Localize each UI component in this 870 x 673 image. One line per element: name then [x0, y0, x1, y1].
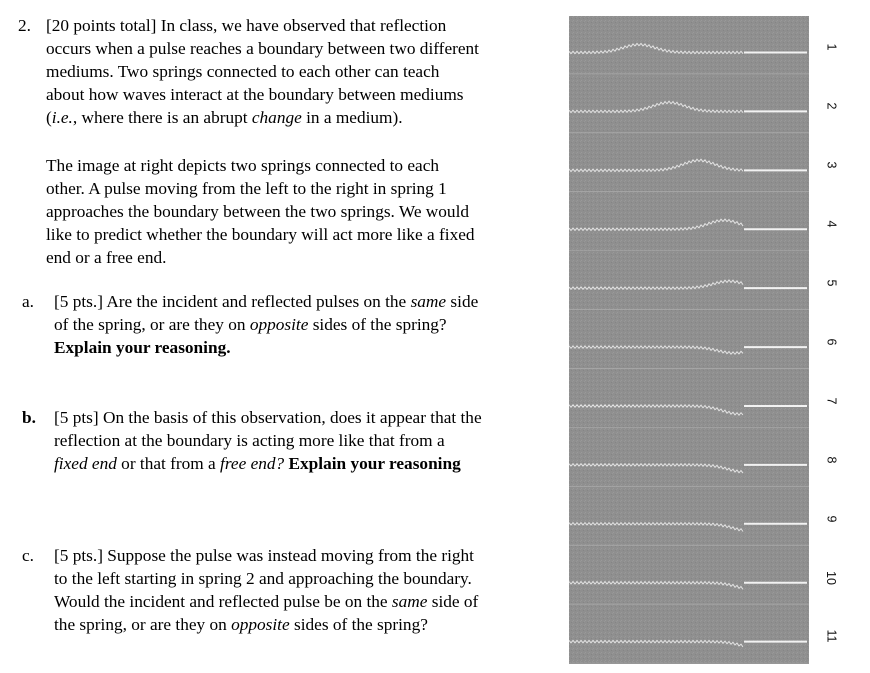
part-b-line-1: [5 pts] On the basis of this observation, does it appear that the [54, 408, 482, 427]
frame-number: 1 [823, 43, 838, 51]
question-intro [18, 14, 558, 269]
frame-number: 10 [824, 570, 838, 585]
question-2 [18, 14, 558, 269]
part-b-line-2: reflection at the boundary is acting more like that from a [54, 431, 445, 450]
part-c-line-4: the spring, or are they on opposite sides of the spring? [54, 615, 428, 634]
frame-number: 7 [823, 397, 838, 405]
intro-line-5: (i.e., where there is an abrupt change in a medium). [46, 108, 403, 127]
frame-number: 4 [823, 220, 838, 228]
part-a-label: a. [22, 292, 34, 311]
context-line-1: The image at right depicts two springs connected to each [46, 156, 440, 175]
part-a-line-2: of the spring, or are they on opposite sides of the spring? [54, 315, 447, 334]
context-line-2: other. A pulse moving from the left to the right in spring 1 [46, 179, 447, 198]
spring-pulse-photo [569, 16, 853, 664]
intro-line-4: about how waves interact at the boundary between mediums [46, 85, 464, 104]
intro-line-1: [20 points total] In class, we have observed that reflection [46, 16, 447, 35]
frame-number: 6 [823, 338, 838, 346]
frame-number: 2 [823, 102, 838, 110]
part-c-line-1: [5 pts.] Suppose the pulse was instead moving from the right [54, 546, 474, 565]
question-number: 2. [18, 16, 31, 35]
context-line-4: like to predict whether the boundary will act more like a fixed [46, 225, 475, 244]
frame-number: 9 [823, 515, 838, 523]
part-b [18, 406, 558, 475]
part-a-line-3: Explain your reasoning. [54, 338, 231, 357]
part-b-line-3: fixed end or that from a free end? Explain your reasoning [54, 454, 461, 473]
part-c-label: c. [22, 546, 34, 565]
context-line-5: end or a free end. [46, 248, 167, 267]
intro-line-2: occurs when a pulse reaches a boundary between two different [46, 39, 479, 58]
part-b-label: b. [22, 408, 36, 427]
part-a-line-1: [5 pts.] Are the incident and reflected pulses on the same side [54, 292, 479, 311]
part-c-line-3: Would the incident and reflected pulse be on the same side of [54, 592, 479, 611]
frame-number: 3 [823, 161, 838, 169]
spring-frames-image [569, 16, 853, 664]
frame-number: 5 [823, 279, 838, 287]
context-line-3: approaches the boundary between the two springs. We would [46, 202, 470, 221]
photo-background [569, 16, 809, 664]
frame-number: 8 [823, 456, 838, 464]
frame-number: 11 [823, 629, 838, 643]
part-a [18, 290, 558, 359]
intro-line-3: mediums. Two springs connected to each other can teach [46, 62, 440, 81]
part-c [18, 544, 558, 636]
part-c-line-2: to the left starting in spring 2 and approaching the boundary. [54, 569, 472, 588]
